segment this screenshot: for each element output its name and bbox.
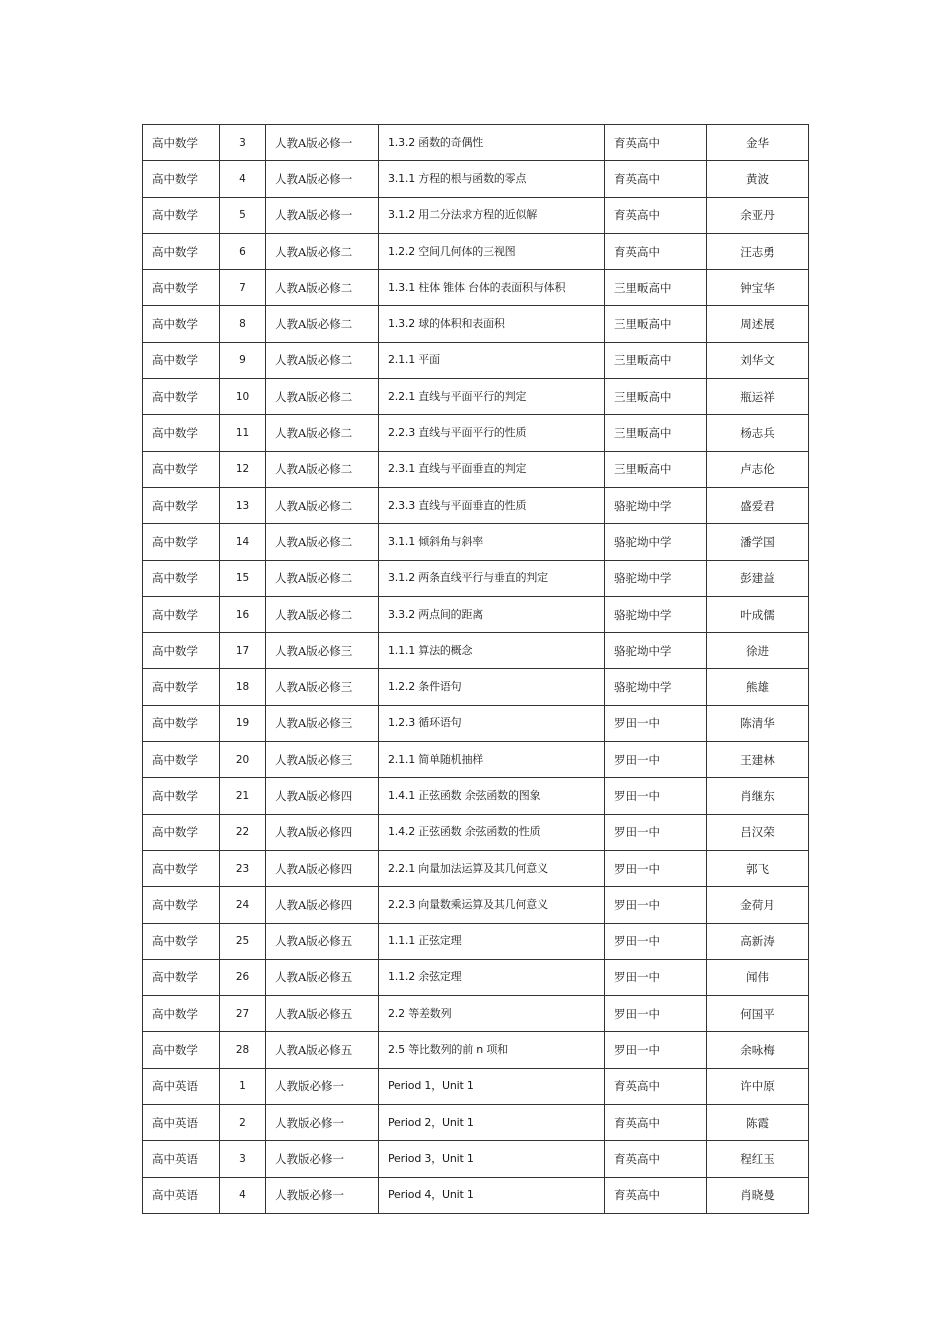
lesson-cell: 1.1.1 算法的概念: [379, 633, 605, 669]
teacher-cell: 盛爱君: [707, 487, 809, 523]
textbook-cell: 人教A版必修二: [266, 342, 379, 378]
lesson-cell: 2.2.1 向量加法运算及其几何意义: [379, 850, 605, 886]
textbook-cell: 人教A版必修二: [266, 596, 379, 632]
textbook-cell: 人教版必修一: [266, 1141, 379, 1177]
number-cell: 7: [220, 270, 266, 306]
teacher-cell: 程红玉: [707, 1141, 809, 1177]
subject-cell: 高中数学: [143, 342, 220, 378]
subject-cell: 高中数学: [143, 233, 220, 269]
teacher-cell: 郭飞: [707, 850, 809, 886]
subject-cell: 高中英语: [143, 1141, 220, 1177]
table-row: [143, 1032, 809, 1068]
table-row: [143, 1068, 809, 1104]
textbook-cell: 人教A版必修四: [266, 778, 379, 814]
subject-cell: 高中英语: [143, 1177, 220, 1213]
subject-cell: 高中数学: [143, 487, 220, 523]
table-row: [143, 633, 809, 669]
textbook-cell: 人教A版必修一: [266, 125, 379, 161]
textbook-cell: 人教版必修一: [266, 1105, 379, 1141]
textbook-cell: 人教A版必修二: [266, 306, 379, 342]
school-cell: 罗田一中: [605, 778, 707, 814]
teacher-cell: 叶成儒: [707, 596, 809, 632]
table-row: [143, 959, 809, 995]
subject-cell: 高中数学: [143, 778, 220, 814]
table-row: [143, 161, 809, 197]
number-cell: 19: [220, 705, 266, 741]
lesson-cell: 1.4.2 正弦函数 余弦函数的性质: [379, 814, 605, 850]
teacher-cell: 吕汉荣: [707, 814, 809, 850]
school-cell: 三里畈高中: [605, 306, 707, 342]
lesson-cell: 3.1.2 用二分法求方程的近似解: [379, 197, 605, 233]
lesson-cell: 1.3.2 函数的奇偶性: [379, 125, 605, 161]
number-cell: 22: [220, 814, 266, 850]
lesson-cell: Period 2，Unit 1: [379, 1105, 605, 1141]
lesson-cell: 1.2.3 循环语句: [379, 705, 605, 741]
lesson-cell: 2.3.3 直线与平面垂直的性质: [379, 487, 605, 523]
lesson-cell: 1.1.2 余弦定理: [379, 959, 605, 995]
number-cell: 8: [220, 306, 266, 342]
subject-cell: 高中数学: [143, 633, 220, 669]
lesson-cell: 1.4.1 正弦函数 余弦函数的图象: [379, 778, 605, 814]
textbook-cell: 人教A版必修五: [266, 1032, 379, 1068]
textbook-cell: 人教A版必修五: [266, 923, 379, 959]
school-cell: 骆驼坳中学: [605, 596, 707, 632]
textbook-cell: 人教A版必修一: [266, 197, 379, 233]
school-cell: 罗田一中: [605, 1032, 707, 1068]
textbook-cell: 人教A版必修二: [266, 487, 379, 523]
number-cell: 12: [220, 451, 266, 487]
textbook-cell: 人教A版必修四: [266, 814, 379, 850]
school-cell: 育英高中: [605, 161, 707, 197]
teacher-cell: 汪志勇: [707, 233, 809, 269]
lesson-cell: 2.2 等差数列: [379, 996, 605, 1032]
teacher-cell: 金华: [707, 125, 809, 161]
teacher-cell: 潘学国: [707, 524, 809, 560]
school-cell: 育英高中: [605, 1141, 707, 1177]
table-row: [143, 1105, 809, 1141]
number-cell: 20: [220, 742, 266, 778]
textbook-cell: 人教A版必修四: [266, 850, 379, 886]
textbook-cell: 人教A版必修二: [266, 560, 379, 596]
number-cell: 4: [220, 1177, 266, 1213]
school-cell: 育英高中: [605, 125, 707, 161]
textbook-cell: 人教A版必修五: [266, 959, 379, 995]
lesson-cell: 3.3.2 两点间的距离: [379, 596, 605, 632]
school-cell: 三里畈高中: [605, 451, 707, 487]
school-cell: 三里畈高中: [605, 342, 707, 378]
number-cell: 6: [220, 233, 266, 269]
table-row: [143, 669, 809, 705]
subject-cell: 高中数学: [143, 524, 220, 560]
table-row: [143, 233, 809, 269]
textbook-cell: 人教A版必修三: [266, 742, 379, 778]
lesson-cell: 3.1.1 倾斜角与斜率: [379, 524, 605, 560]
number-cell: 23: [220, 850, 266, 886]
school-cell: 罗田一中: [605, 887, 707, 923]
table-row: [143, 524, 809, 560]
school-cell: 罗田一中: [605, 850, 707, 886]
number-cell: 11: [220, 415, 266, 451]
table-row: [143, 742, 809, 778]
subject-cell: 高中数学: [143, 125, 220, 161]
subject-cell: 高中数学: [143, 197, 220, 233]
school-cell: 三里畈高中: [605, 270, 707, 306]
subject-cell: 高中数学: [143, 379, 220, 415]
table-row: [143, 197, 809, 233]
subject-cell: 高中数学: [143, 850, 220, 886]
school-cell: 骆驼坳中学: [605, 524, 707, 560]
subject-cell: 高中数学: [143, 959, 220, 995]
number-cell: 5: [220, 197, 266, 233]
teacher-cell: 彭建益: [707, 560, 809, 596]
lesson-cell: 2.1.1 平面: [379, 342, 605, 378]
table-body: [143, 125, 809, 1214]
lesson-cell: 1.2.2 空间几何体的三视图: [379, 233, 605, 269]
subject-cell: 高中数学: [143, 560, 220, 596]
number-cell: 14: [220, 524, 266, 560]
lesson-cell: 2.2.3 直线与平面平行的性质: [379, 415, 605, 451]
number-cell: 13: [220, 487, 266, 523]
textbook-cell: 人教A版必修二: [266, 415, 379, 451]
textbook-cell: 人教A版必修二: [266, 524, 379, 560]
table-row: [143, 1141, 809, 1177]
table-row: [143, 1177, 809, 1213]
textbook-cell: 人教版必修一: [266, 1177, 379, 1213]
school-cell: 育英高中: [605, 197, 707, 233]
textbook-cell: 人教A版必修一: [266, 161, 379, 197]
table-row: [143, 596, 809, 632]
table-row: [143, 451, 809, 487]
number-cell: 3: [220, 1141, 266, 1177]
number-cell: 27: [220, 996, 266, 1032]
subject-cell: 高中数学: [143, 596, 220, 632]
school-cell: 育英高中: [605, 233, 707, 269]
table-row: [143, 125, 809, 161]
table-row: [143, 270, 809, 306]
lesson-cell: 2.5 等比数列的前 n 项和: [379, 1032, 605, 1068]
teacher-cell: 刘华文: [707, 342, 809, 378]
teacher-cell: 肖继东: [707, 778, 809, 814]
school-cell: 育英高中: [605, 1068, 707, 1104]
teacher-cell: 陈霞: [707, 1105, 809, 1141]
subject-cell: 高中数学: [143, 451, 220, 487]
lesson-cell: Period 4，Unit 1: [379, 1177, 605, 1213]
lesson-cell: 1.2.2 条件语句: [379, 669, 605, 705]
school-cell: 育英高中: [605, 1177, 707, 1213]
school-cell: 三里畈高中: [605, 415, 707, 451]
teacher-cell: 卢志伦: [707, 451, 809, 487]
textbook-cell: 人教A版必修二: [266, 451, 379, 487]
textbook-cell: 人教A版必修四: [266, 887, 379, 923]
teacher-cell: 余亚丹: [707, 197, 809, 233]
subject-cell: 高中数学: [143, 996, 220, 1032]
school-cell: 罗田一中: [605, 996, 707, 1032]
lesson-cell: Period 3，Unit 1: [379, 1141, 605, 1177]
table-row: [143, 778, 809, 814]
document-page: [142, 124, 808, 1214]
textbook-cell: 人教A版必修二: [266, 233, 379, 269]
teacher-cell: 何国平: [707, 996, 809, 1032]
school-cell: 罗田一中: [605, 923, 707, 959]
subject-cell: 高中数学: [143, 270, 220, 306]
table-row: [143, 342, 809, 378]
subject-cell: 高中数学: [143, 923, 220, 959]
table-row: [143, 814, 809, 850]
teacher-cell: 高新涛: [707, 923, 809, 959]
number-cell: 25: [220, 923, 266, 959]
teacher-cell: 熊雄: [707, 669, 809, 705]
subject-cell: 高中英语: [143, 1068, 220, 1104]
table-row: [143, 487, 809, 523]
textbook-cell: 人教A版必修二: [266, 270, 379, 306]
lesson-cell: 1.1.1 正弦定理: [379, 923, 605, 959]
table-row: [143, 415, 809, 451]
school-cell: 骆驼坳中学: [605, 487, 707, 523]
number-cell: 15: [220, 560, 266, 596]
school-cell: 罗田一中: [605, 742, 707, 778]
textbook-cell: 人教A版必修三: [266, 633, 379, 669]
subject-cell: 高中数学: [143, 742, 220, 778]
subject-cell: 高中数学: [143, 415, 220, 451]
teacher-cell: 余咏梅: [707, 1032, 809, 1068]
number-cell: 24: [220, 887, 266, 923]
subject-cell: 高中数学: [143, 669, 220, 705]
lesson-cell: 2.1.1 简单随机抽样: [379, 742, 605, 778]
number-cell: 26: [220, 959, 266, 995]
school-cell: 三里畈高中: [605, 379, 707, 415]
teacher-cell: 陈清华: [707, 705, 809, 741]
lesson-cell: 2.3.1 直线与平面垂直的判定: [379, 451, 605, 487]
teacher-cell: 闻伟: [707, 959, 809, 995]
teacher-cell: 金荷月: [707, 887, 809, 923]
table-row: [143, 705, 809, 741]
lesson-cell: 2.2.3 向量数乘运算及其几何意义: [379, 887, 605, 923]
subject-cell: 高中数学: [143, 814, 220, 850]
table-row: [143, 560, 809, 596]
number-cell: 2: [220, 1105, 266, 1141]
school-cell: 罗田一中: [605, 705, 707, 741]
table-row: [143, 379, 809, 415]
school-cell: 罗田一中: [605, 959, 707, 995]
lesson-cell: 2.2.1 直线与平面平行的判定: [379, 379, 605, 415]
teacher-cell: 王建林: [707, 742, 809, 778]
table-row: [143, 887, 809, 923]
school-cell: 骆驼坳中学: [605, 633, 707, 669]
textbook-cell: 人教A版必修五: [266, 996, 379, 1032]
teacher-cell: 许中原: [707, 1068, 809, 1104]
textbook-cell: 人教A版必修三: [266, 669, 379, 705]
school-cell: 骆驼坳中学: [605, 560, 707, 596]
lesson-cell: 3.1.1 方程的根与函数的零点: [379, 161, 605, 197]
number-cell: 1: [220, 1068, 266, 1104]
number-cell: 16: [220, 596, 266, 632]
teacher-cell: 肖晓曼: [707, 1177, 809, 1213]
teacher-cell: 周述展: [707, 306, 809, 342]
table-row: [143, 850, 809, 886]
number-cell: 9: [220, 342, 266, 378]
textbook-cell: 人教A版必修二: [266, 379, 379, 415]
school-cell: 育英高中: [605, 1105, 707, 1141]
number-cell: 28: [220, 1032, 266, 1068]
lesson-cell: 3.1.2 两条直线平行与垂直的判定: [379, 560, 605, 596]
school-cell: 骆驼坳中学: [605, 669, 707, 705]
teacher-cell: 徐进: [707, 633, 809, 669]
lesson-cell: Period 1，Unit 1: [379, 1068, 605, 1104]
subject-cell: 高中数学: [143, 887, 220, 923]
teacher-cell: 钟宝华: [707, 270, 809, 306]
subject-cell: 高中数学: [143, 306, 220, 342]
textbook-cell: 人教版必修一: [266, 1068, 379, 1104]
number-cell: 10: [220, 379, 266, 415]
subject-cell: 高中数学: [143, 161, 220, 197]
table-row: [143, 996, 809, 1032]
subject-cell: 高中英语: [143, 1105, 220, 1141]
number-cell: 18: [220, 669, 266, 705]
table-row: [143, 306, 809, 342]
teacher-cell: 杨志兵: [707, 415, 809, 451]
subject-cell: 高中数学: [143, 1032, 220, 1068]
textbook-cell: 人教A版必修三: [266, 705, 379, 741]
lesson-cell: 1.3.1 柱体 锥体 台体的表面积与体积: [379, 270, 605, 306]
school-cell: 罗田一中: [605, 814, 707, 850]
subject-cell: 高中数学: [143, 705, 220, 741]
number-cell: 3: [220, 125, 266, 161]
lesson-schedule-table: [142, 124, 809, 1214]
number-cell: 4: [220, 161, 266, 197]
teacher-cell: 黄波: [707, 161, 809, 197]
table-row: [143, 923, 809, 959]
number-cell: 17: [220, 633, 266, 669]
lesson-cell: 1.3.2 球的体积和表面积: [379, 306, 605, 342]
number-cell: 21: [220, 778, 266, 814]
teacher-cell: 瓶运祥: [707, 379, 809, 415]
